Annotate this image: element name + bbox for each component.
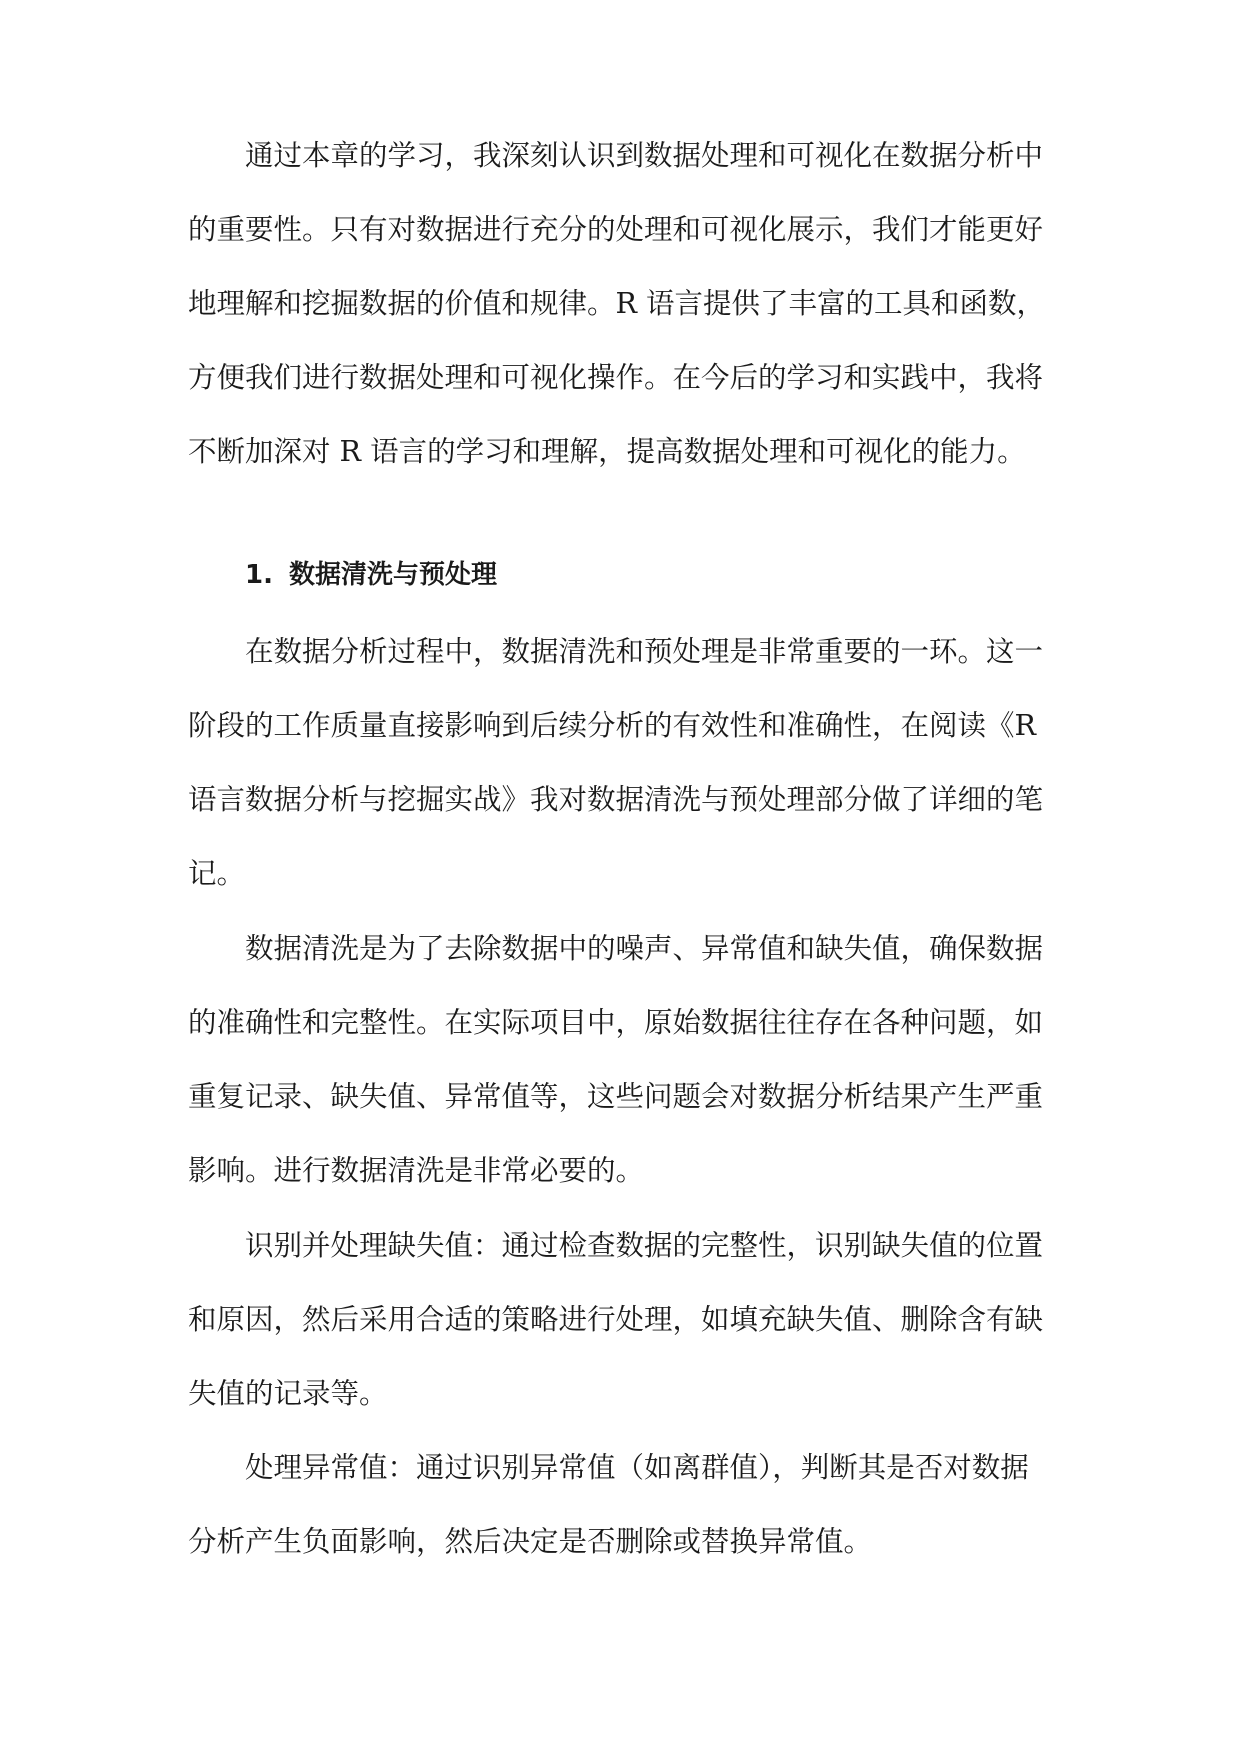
section-number: 1. (245, 560, 273, 590)
para2-line-1: 数据清洗是为了去除数据中的噪声、异常值和缺失值，确保数据 (245, 932, 1044, 965)
para1-line-3: 语言数据分析与挖掘实战》我对数据清洗与预处理部分做了详细的笔 (188, 783, 1044, 816)
para4-line-2: 分析产生负面影响，然后决定是否删除或替换异常值。 (188, 1525, 873, 1558)
para3-line-3: 失值的记录等。 (188, 1377, 388, 1410)
para4-line-1: 处理异常值：通过识别异常值（如离群值），判断其是否对数据 (245, 1451, 1029, 1484)
section-title: 数据清洗与预处理 (288, 560, 497, 590)
intro-line-3: 地理解和挖掘数据的价值和规律。R 语言提供了丰富的工具和函数， (188, 287, 1046, 320)
intro-line-4: 方便我们进行数据处理和可视化操作。在今后的学习和实践中，我将 (188, 361, 1044, 394)
para1-line-2: 阶段的工作质量直接影响到后续分析的有效性和准确性，在阅读《R (188, 709, 1036, 742)
section-heading (245, 556, 1068, 594)
intro-line-2: 的重要性。只有对数据进行充分的处理和可视化展示，我们才能更好 (188, 213, 1044, 246)
para2-line-2: 的准确性和完整性。在实际项目中，原始数据往往存在各种问题，如 (188, 1006, 1044, 1039)
intro-line-1: 通过本章的学习，我深刻认识到数据处理和可视化在数据分析中 (245, 139, 1044, 172)
para2-line-4: 影响。进行数据清洗是非常必要的。 (188, 1154, 645, 1187)
para1-line-4: 记。 (188, 857, 246, 890)
para3-line-1: 识别并处理缺失值：通过检查数据的完整性，识别缺失值的位置 (245, 1229, 1044, 1262)
para2-line-3: 重复记录、缺失值、异常值等，这些问题会对数据分析结果产生严重 (188, 1080, 1044, 1113)
para1-line-1: 在数据分析过程中，数据清洗和预处理是非常重要的一环。这一 (245, 635, 1044, 668)
para3-line-2: 和原因，然后采用合适的策略进行处理，如填充缺失值、删除含有缺 (188, 1303, 1044, 1336)
intro-line-5: 不断加深对 R 语言的学习和理解，提高数据处理和可视化的能力。 (188, 435, 1026, 468)
